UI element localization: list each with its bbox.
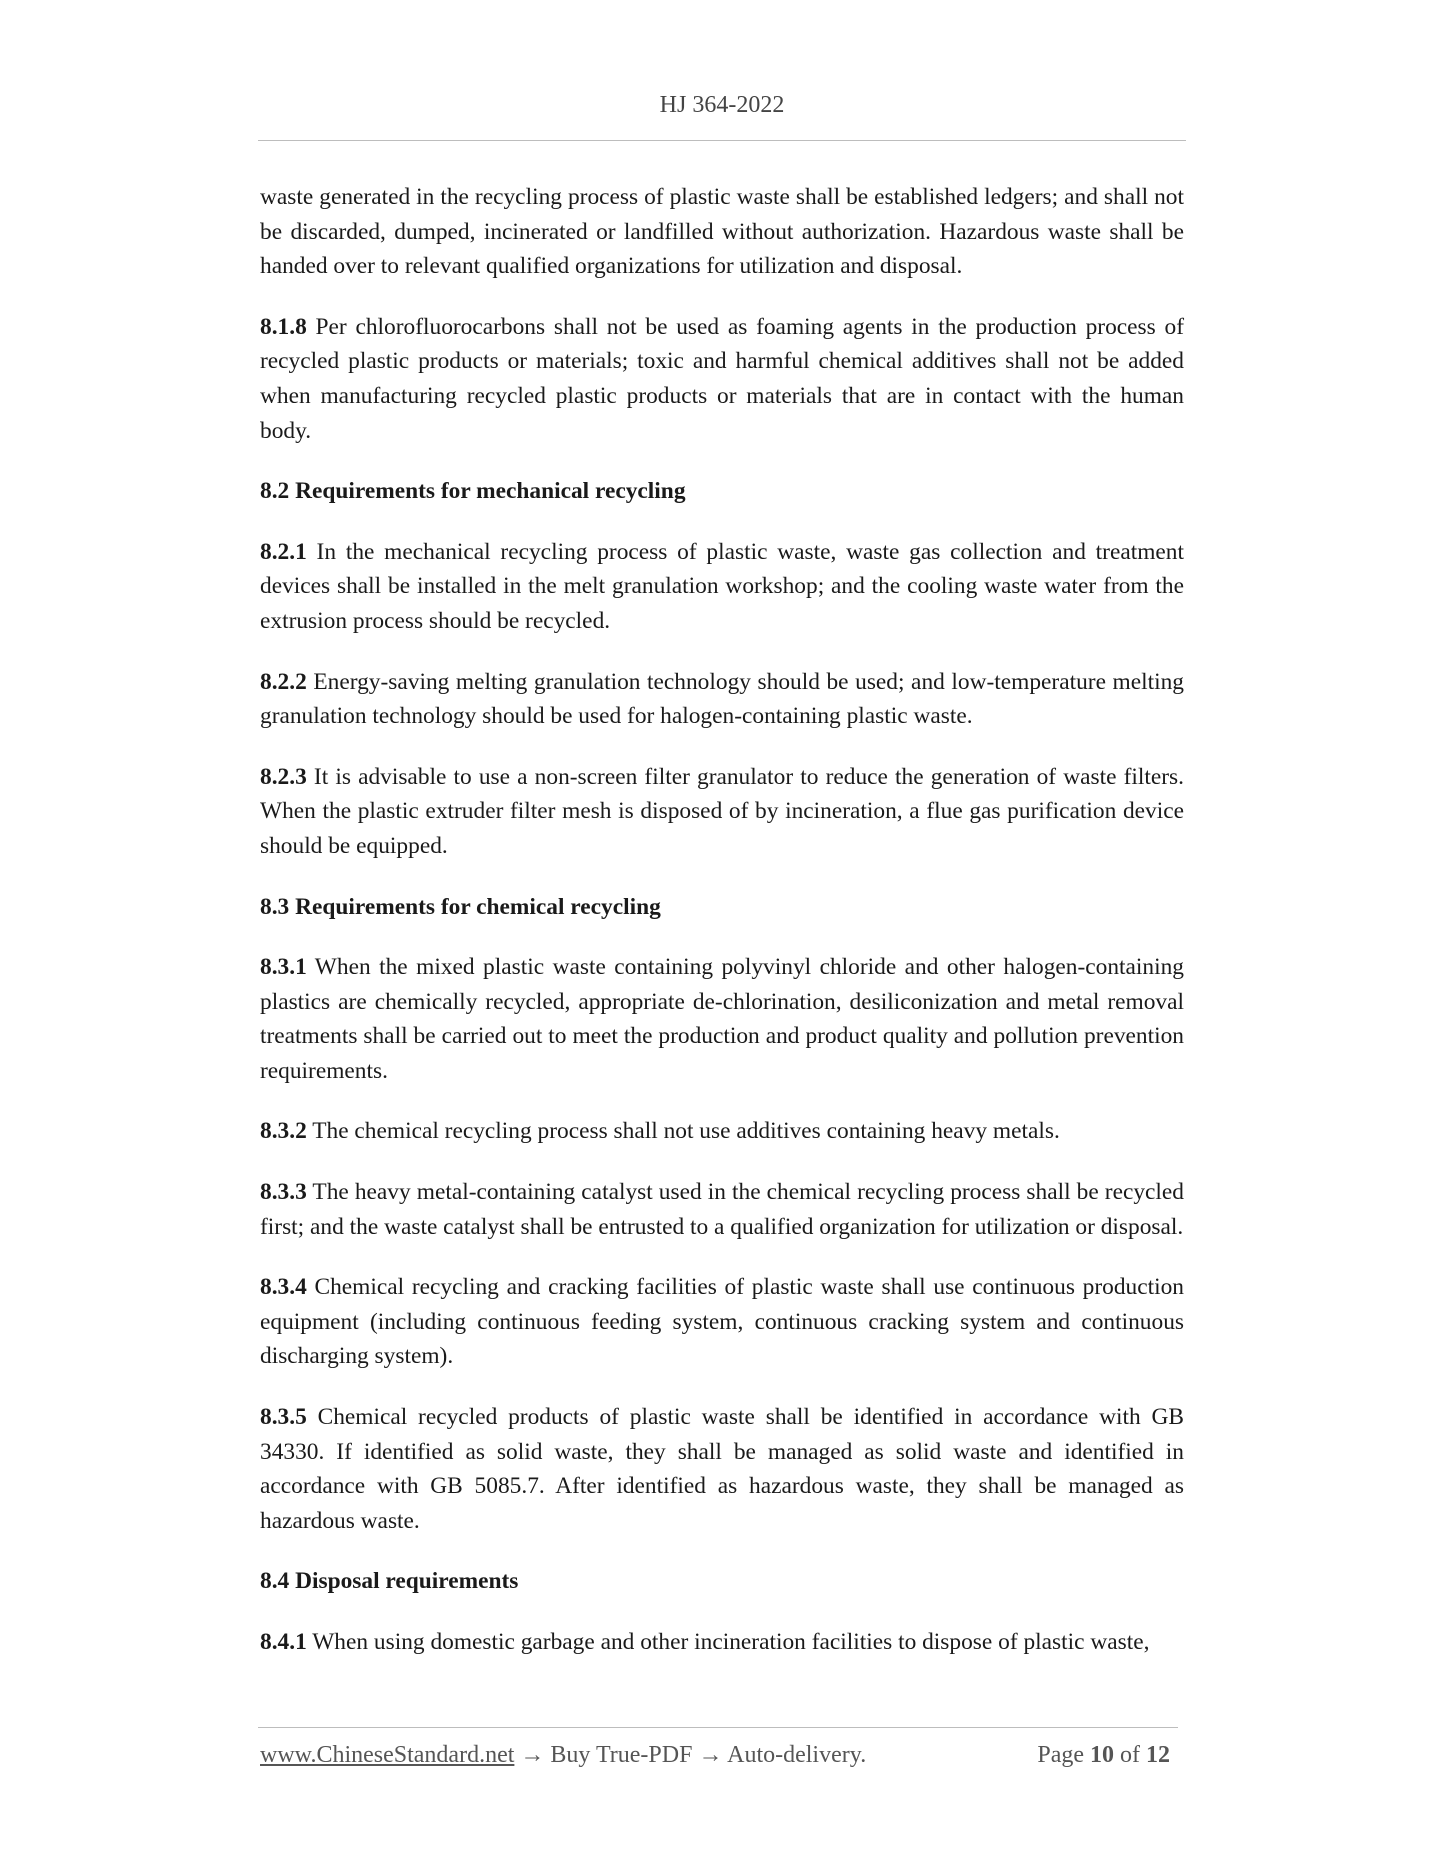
clause-number: 8.2.1 xyxy=(260,538,307,565)
page-footer xyxy=(260,1742,1178,1782)
clause-paragraph xyxy=(260,1400,1184,1538)
footer-divider xyxy=(258,1727,1178,1728)
clause-number: 8.3.1 xyxy=(260,954,307,981)
of-label: of xyxy=(1114,1742,1146,1768)
clause-number: 8.4.1 xyxy=(260,1629,307,1655)
clause-paragraph xyxy=(260,535,1184,639)
clause-text: Chemical recycled products of plastic waste shall be identified in accordance with GB 34330. If identified as solid waste, they shall be managed as solid waste and identified in accordance with GB 5085.7. After identified as hazardous waste, they shall be managed as hazardous waste. xyxy=(260,1404,1184,1534)
header-divider xyxy=(258,140,1186,141)
page-header-title: HJ 364-2022 xyxy=(659,92,785,118)
section-heading: 8.2 Requirements for mechanical recycling xyxy=(260,478,686,505)
clause-text: When using domestic garbage and other incineration facilities to dispose of plastic waste, xyxy=(306,1629,1150,1655)
clause-text: In the mechanical recycling process of plastic waste, waste gas collection and treatment devices shall be installed in the melt granulation workshop; and the cooling waste water from the extrusion process should be recycled. xyxy=(260,538,1184,634)
clause-text: Energy-saving melting granulation technology should be used; and low-temperature melting granulation technology should be used for halogen-containing plastic waste. xyxy=(260,668,1184,730)
footer-tagline: → Buy True-PDF → Auto-delivery. xyxy=(514,1742,867,1768)
clause-text: Per chlorofluorocarbons shall not be used as foaming agents in the production process of recycled plastic products or materials; toxic and harmful chemical additives shall not be added when manufacturing recycled plastic products or materials that are in contact with the human body. xyxy=(260,313,1184,444)
clause-paragraph xyxy=(260,310,1184,448)
website-link[interactable]: www.ChineseStandard.net xyxy=(260,1742,515,1768)
page-label: Page xyxy=(1037,1742,1090,1768)
page-indicator xyxy=(1037,1742,1170,1769)
clause-paragraph xyxy=(260,665,1184,734)
clause-paragraph xyxy=(260,180,1184,284)
footer-promo xyxy=(260,1742,866,1769)
clause-paragraph xyxy=(260,760,1184,864)
clause-text: It is advisable to use a non-screen filter granulator to reduce the generation of waste filters. When the plastic extruder filter mesh is disposed of by incineration, a flue gas purification device should be equipped. xyxy=(260,763,1184,859)
clause-number: 8.3.4 xyxy=(260,1274,307,1301)
clause-text: The chemical recycling process shall not use additives containing heavy metals. xyxy=(306,1118,1060,1145)
current-page-number: 10 xyxy=(1090,1742,1114,1768)
clause-paragraph xyxy=(260,950,1184,1088)
clause-paragraph xyxy=(260,1625,1184,1660)
clause-text: waste generated in the recycling process of plastic waste shall be established ledgers; and shall not be discarded, dumped, incinerated or landfilled without authorization. Hazardous waste shall be handed over to relevant qualified organizations for utilization and disposal. xyxy=(260,184,1184,280)
clause-text: The heavy metal-containing catalyst used in the chemical recycling process shall be recycled first; and the waste catalyst shall be entrusted to a qualified organization for utilization or disposal. xyxy=(260,1179,1184,1240)
clause-text: When the mixed plastic waste containing polyvinyl chloride and other halogen-containing plastics are chemically recycled, appropriate de-chlorination, desiliconization and metal removal treatments shall be carried out to meet the production and product quality and pollution prevention requirements. xyxy=(260,954,1184,1084)
clause-paragraph xyxy=(260,1175,1184,1244)
clause-paragraph xyxy=(260,1114,1184,1149)
document-body xyxy=(260,180,1184,1686)
clause-number: 8.2.3 xyxy=(260,763,307,790)
clause-number: 8.3.3 xyxy=(260,1179,307,1206)
clause-number: 8.3.5 xyxy=(260,1404,307,1431)
clause-number: 8.1.8 xyxy=(260,313,307,340)
total-pages-number: 12 xyxy=(1146,1742,1170,1768)
clause-number: 8.3.2 xyxy=(260,1118,307,1145)
section-heading: 8.3 Requirements for chemical recycling xyxy=(260,893,661,920)
clause-paragraph xyxy=(260,1270,1184,1374)
section-heading: 8.4 Disposal requirements xyxy=(260,1568,519,1595)
clause-text: Chemical recycling and cracking facilities of plastic waste shall use continuous production equipment (including continuous feeding system, continuous cracking system and continuous discharging system). xyxy=(260,1274,1184,1370)
clause-number: 8.2.2 xyxy=(260,668,307,695)
